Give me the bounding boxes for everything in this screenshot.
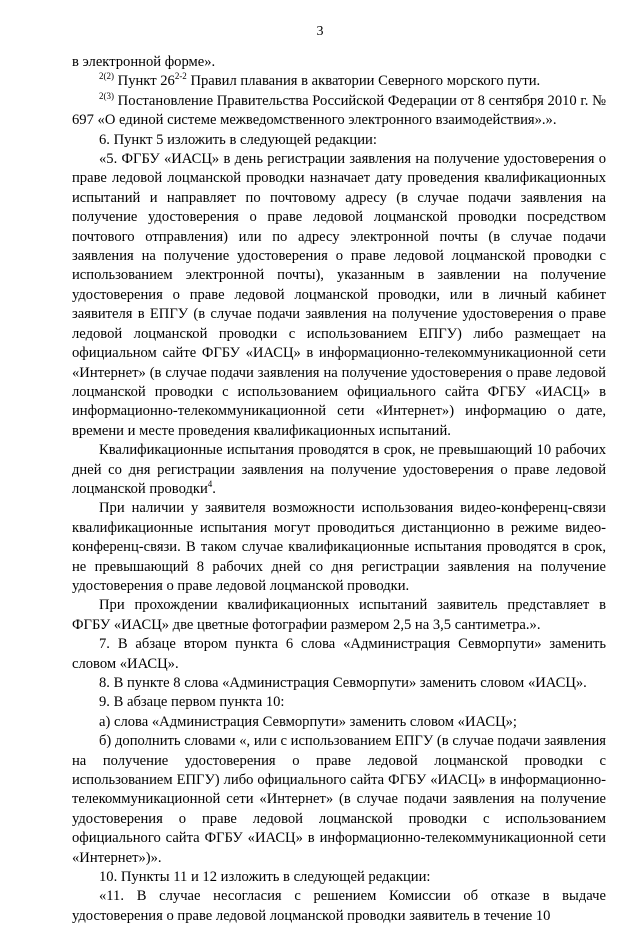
paragraph-text: Квалификационные испытания проводятся в срок, не превышающий 10 рабочих дней со дня регистрации заявления на получение удостоверения о праве ледовой лоцманской проводки xyxy=(72,442,606,497)
paragraph: б) дополнить словами «, или с использованием ЕПГУ (в случае подачи заявления на получение удостоверения о праве ледовой лоцманской проводки с использованием ЕПГУ) либо официального сайта ФГБУ «ИАСЦ» в информационно-телекоммуникационной сети «Интернет» (в случае подачи заявления на получение удостоверения о праве ледовой лоцманской проводки с использованием официального сайта ФГБУ «ИАСЦ» в информационно-телекоммуникационной сети «Интернет»)». xyxy=(72,733,606,866)
paragraph: а) слова «Администрация Севморпути» заменить словом «ИАСЦ»; xyxy=(99,713,517,730)
footnote-2-3 xyxy=(72,92,606,131)
paragraph: «11. В случае несогласия с решением Комиссии об отказе в выдаче удостоверения о праве ледовой лоцманской проводки заявитель в течение 10 xyxy=(72,888,606,924)
paragraph: 8. В пункте 8 слова «Администрация Севморпути» заменить словом «ИАСЦ». xyxy=(99,675,587,691)
paragraph: 10. Пункты 11 и 12 изложить в следующей редакции: xyxy=(99,869,431,886)
footnote-text: Пункт 26 xyxy=(114,73,175,90)
paragraph: 7. В абзаце втором пункта 6 слова «Администрация Севморпути» заменить словом «ИАСЦ». xyxy=(72,636,606,672)
paragraph: в электронной форме». xyxy=(72,54,216,70)
footnote-2-2 xyxy=(72,72,606,91)
footnote-text: Правил плавания в акватории Северного морского пути. xyxy=(186,73,541,90)
paragraph-text: . xyxy=(212,480,216,497)
document-body xyxy=(72,53,606,926)
paragraph: 9. В абзаце первом пункта 10: xyxy=(99,694,285,711)
paragraph: При наличии у заявителя возможности использования видео-конференц-связи квалификационные испытания могут проводиться дистанционно в режиме видео-конференц-связи. В таком случае квалификационные испытания проводятся в срок, не превышающий 8 рабочих дней со дня регистрации заявления на получение удостоверения о праве ледовой лоцманской проводки. xyxy=(72,500,606,594)
footnote-marker: 2-2 xyxy=(174,71,187,82)
footnote-marker: 2(2) xyxy=(99,71,114,82)
paragraph: При прохождении квалификационных испытаний заявитель представляет в ФГБУ «ИАСЦ» две цветные фотографии размером 2,5 на 3,5 сантиметра.». xyxy=(72,597,606,633)
paragraph: 6. Пункт 5 изложить в следующей редакции: xyxy=(99,131,377,148)
footnote-text: Постановление Правительства Российской Федерации от 8 сентября 2010 г. № 697 «О единой системе межведомственного электронного взаимодействия».». xyxy=(72,92,606,129)
footnote-marker: 2(3) xyxy=(99,90,114,101)
paragraph-qualification xyxy=(72,441,606,499)
paragraph: «5. ФГБУ «ИАСЦ» в день регистрации заявления на получение удостоверения о праве ледовой лоцманской проводки назначает дату проведения квалификационных испытаний и направляет по почтовому адресу (в случае подачи заявления на получение удостоверения о праве ледовой лоцманской проводки посредством почтового отправления) или по адресу электронной почты (в случае подачи заявления на получение удостоверения о праве ледовой лоцманской проводки с использованием электронной почты), указанным в заявлении на получение удостоверения о праве ледовой лоцманской проводки, или в личный кабинет заявителя в ЕПГУ (в случае подачи заявления на получение удостоверения о праве ледовой лоцманской проводки с использованием ЕПГУ) либо размещает на официальном сайте ФГБУ «ИАСЦ» в информационно-телекоммуникационной сети «Интернет» (в случае подачи заявления на получение удостоверения о праве ледовой лоцманской проводки с использованием официального сайта ФГБУ «ИАСЦ» в информационно-телекоммуникационной сети «Интернет») информацию о дате, времени и месте проведения квалификационных испытаний. xyxy=(72,151,606,439)
page-number: 3 xyxy=(316,24,324,39)
footnote-marker: 4 xyxy=(207,479,213,490)
